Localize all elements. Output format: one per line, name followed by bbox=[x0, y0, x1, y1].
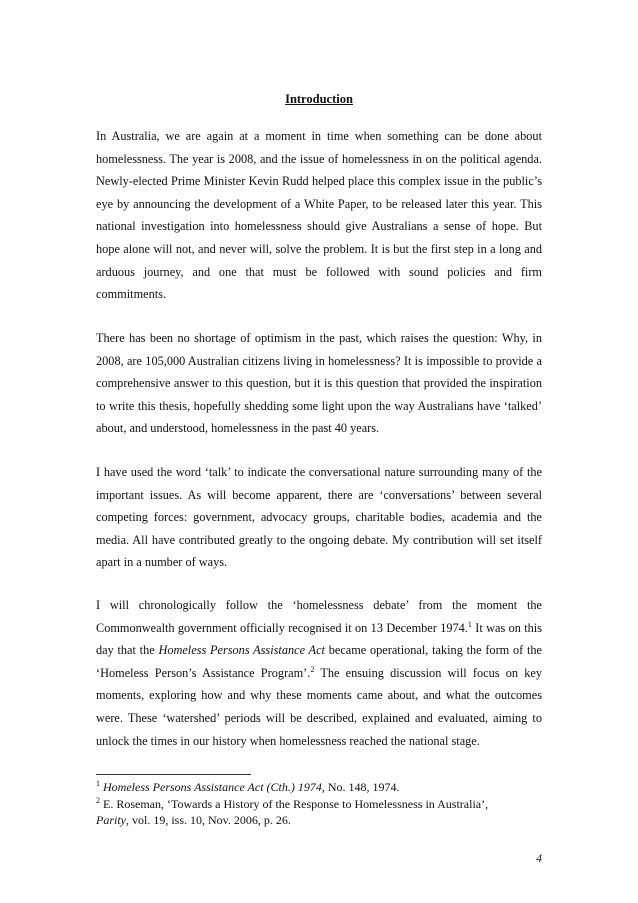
paragraph-text: There has been no shortage of optimism in the past, which raises the question: Why, in 2008, are 105,000 Australian citizens living in homelessness? It is impossible to provide a comprehensive answer to this question, but it is this question that provided the inspiration to write this thesis, hopefully shedding some light upon the way Australians have ‘talked’ about, and understood, homelessness in the past 40 years. bbox=[96, 331, 542, 436]
paragraph-text: In Australia, we are again at a moment in time when something can be done about homelessness. The year is 2008, and the issue of homelessness in on the political agenda. Newly-elected Prime Minister Kevin Rudd helped place this complex issue in the public’s eye by announcing the development of a White Paper, to be released later this year. This national investigation into homelessness should give Australians a sense of hope. But hope alone will not, and never will, solve the problem. It is but the first step in a long and arduous journey, and one that must be followed with sound policies and firm commitments. bbox=[96, 129, 542, 302]
page-number: 4 bbox=[536, 851, 542, 865]
footnote-title: Homeless Persons Assistance Act (Cth.) 1974 bbox=[103, 780, 322, 794]
footnote-number: 1 bbox=[96, 779, 100, 788]
footnote-ref[interactable]: 1 bbox=[467, 619, 472, 629]
act-title: Homeless Persons Assistance Act bbox=[158, 643, 325, 658]
footnote-text: , vol. 19, iss. 10, Nov. 2006, p. 26. bbox=[126, 813, 291, 827]
footnote-2 bbox=[96, 796, 542, 829]
footnote-number: 2 bbox=[96, 795, 100, 805]
footnote-ref[interactable]: 2 bbox=[310, 664, 315, 674]
paragraph-3 bbox=[96, 461, 542, 574]
paragraph-2 bbox=[96, 327, 542, 440]
text-run: The ensuing discussion will focus on key moments, exploring how and why these moments came about, and what the outcomes were. These ‘watershed’ periods will be described, explained and evaluated, aiming to unlock the times in our history when homelessness reached the national stage. bbox=[96, 665, 542, 748]
paragraph-4 bbox=[96, 594, 542, 752]
paragraph-1 bbox=[96, 125, 542, 306]
text-run: I will chronologically follow the ‘homelessness debate’ from the moment the Commonwealth government officially recognised it on 13 December 1974. bbox=[96, 598, 542, 635]
section-heading: Introduction bbox=[285, 92, 353, 106]
journal-title: Parity bbox=[96, 813, 126, 827]
footnote-separator bbox=[96, 774, 251, 775]
text-run: It was on this day that the bbox=[96, 620, 543, 658]
footnote-1 bbox=[96, 779, 542, 796]
paragraph-text: I have used the word ‘talk’ to indicate the conversational nature surrounding many of the important issues. As will become apparent, there are ‘conversations’ between several competing forces: government, advocacy groups, charitable bodies, academia and the media. All have contributed greatly to the ongoing debate. My contribution will set itself apart in a number of ways. bbox=[96, 465, 542, 570]
paragraph-text bbox=[96, 594, 542, 752]
text-run: became operational, taking the form of the ‘Homeless Person’s Assistance Program’. bbox=[96, 643, 542, 680]
footnotes bbox=[96, 779, 542, 829]
footnote-text: E. Roseman, ‘Towards a History of the Response to Homelessness in Australia’, bbox=[100, 796, 489, 811]
footnote-text: , No. 148, 1974. bbox=[321, 780, 400, 794]
